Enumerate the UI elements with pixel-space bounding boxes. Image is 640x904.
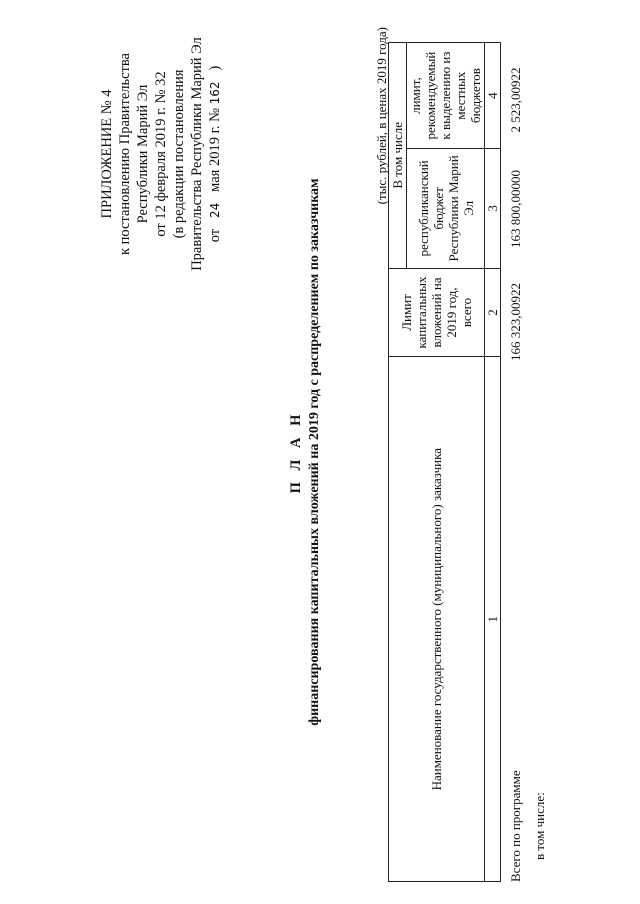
header-republic-budget: республиканский бюджет Республики Марий Эл (407, 149, 485, 268)
financing-table (388, 42, 501, 882)
totals-label: Всего по программе (508, 770, 523, 882)
revision-close-paren: ) (207, 65, 223, 71)
page-subtitle: финансирования капитальных вложений на 2019 год с распределением по заказчикам (307, 178, 322, 726)
appendix-decree-line: к постановлению Правительства (117, 53, 133, 255)
header-limit-total: Лимит капитальных вложений на 2019 год, всего (389, 268, 485, 357)
header-in-total: В том числе (389, 43, 407, 269)
column-number-3: 3 (485, 149, 501, 268)
appendix-revision-date-line (206, 19, 224, 289)
appendix-block (98, 19, 224, 289)
totals-republic-budget: 163 800,00000 (508, 170, 523, 248)
appendix-date-line: от 12 февраля 2019 г. № 32 (153, 71, 169, 237)
table-header-row (389, 43, 407, 882)
appendix-revision-line: (в редакции постановления (171, 69, 187, 239)
column-number-2: 2 (485, 268, 501, 357)
appendix-government-line: Правительства Республики Марий Эл (189, 37, 205, 271)
totals-local-budgets: 2 523,00922 (508, 67, 523, 133)
revision-from: от (207, 228, 223, 243)
revision-number: 162 (208, 81, 222, 105)
page-title: П Л А Н (288, 410, 304, 494)
revision-day: 24 (208, 202, 222, 218)
header-local-budgets: лимит, рекомендуемый к выделению из местных бюджетов (407, 43, 485, 149)
revision-month-year: мая 2019 г. № (207, 108, 223, 192)
table-column-numbers-row (485, 43, 501, 882)
appendix-number: ПРИЛОЖЕНИЕ № 4 (99, 89, 115, 219)
units-note: (тыс. рублей, в ценах 2019 года) (374, 27, 389, 205)
totals-limit-total: 166 323,00922 (508, 283, 523, 361)
header-customer-name: Наименование государственного (муниципального) заказчика (389, 357, 485, 882)
column-number-4: 4 (485, 43, 501, 149)
column-number-1: 1 (485, 357, 501, 882)
totals-sublabel: в том числе: (532, 792, 547, 860)
appendix-republic-line: Республики Марий Эл (135, 84, 151, 224)
